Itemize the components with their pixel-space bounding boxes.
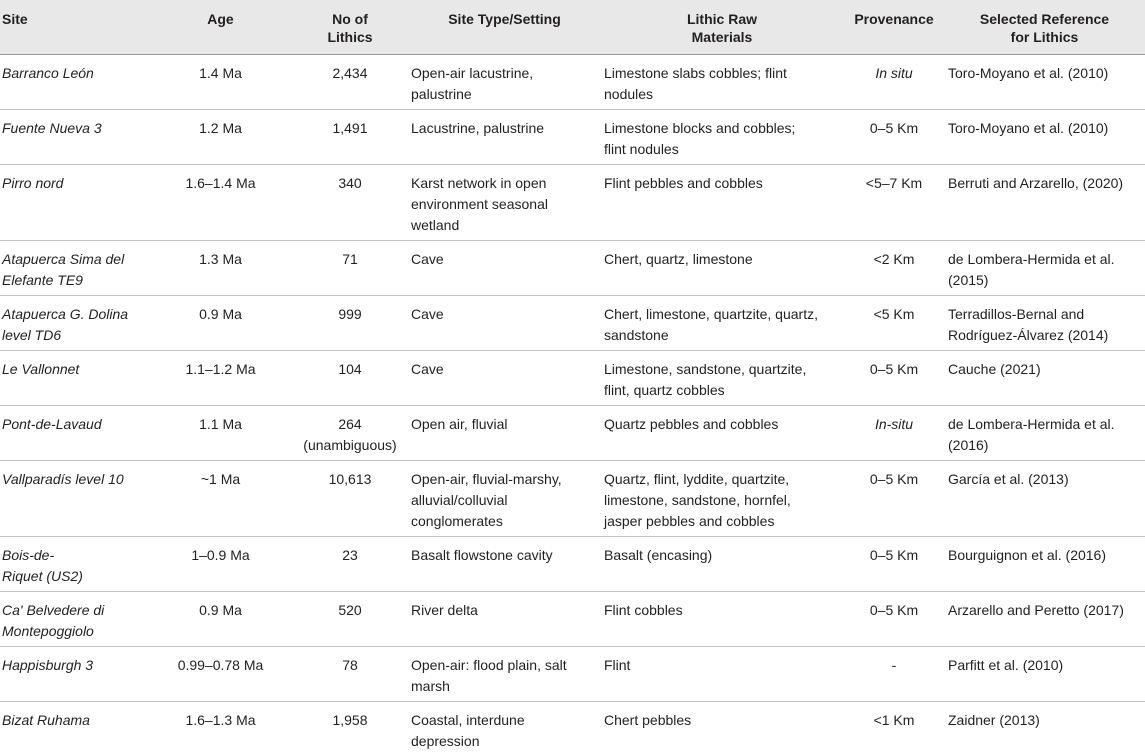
cell-raw-materials-line: Flint cobbles xyxy=(604,601,683,618)
cell-raw-materials-line: limestone, sandstone, hornfel, xyxy=(604,491,791,508)
cell-site-line: Happisburgh 3 xyxy=(2,656,94,673)
table-row xyxy=(0,54,1145,109)
table-row xyxy=(0,164,1145,240)
cell-raw-materials-line: Flint xyxy=(604,656,631,673)
table-row xyxy=(0,350,1145,405)
table-row xyxy=(0,591,1145,646)
cell-raw-materials-line: Basalt (encasing) xyxy=(604,546,713,563)
cell-site-type-line: environment seasonal xyxy=(411,195,548,212)
cell-site-type-line: Cave xyxy=(411,305,444,322)
cell-age: 1.1 Ma xyxy=(150,405,291,460)
cell-site xyxy=(0,591,150,646)
cell-site-type-line: Open-air, fluvial-marshy, xyxy=(411,470,562,487)
cell-site-type-line: Open air, fluvial xyxy=(411,415,508,432)
cell-reference xyxy=(944,536,1145,591)
cell-site-line: level TD6 xyxy=(2,326,62,343)
cell-site-line: Elefante TE9 xyxy=(2,271,83,288)
table-row xyxy=(0,701,1145,756)
cell-raw-materials xyxy=(600,460,844,536)
cell-site xyxy=(0,164,150,240)
cell-num-lithics-line: 104 xyxy=(338,360,362,377)
cell-age: 1.3 Ma xyxy=(150,240,291,295)
cell-num-lithics xyxy=(291,240,409,295)
cell-site-line: Bizat Ruhama xyxy=(2,711,90,728)
cell-num-lithics-line: 71 xyxy=(342,250,358,267)
cell-reference xyxy=(944,350,1145,405)
cell-num-lithics xyxy=(291,646,409,701)
cell-site xyxy=(0,701,150,756)
table-row xyxy=(0,240,1145,295)
cell-site-type xyxy=(409,164,600,240)
cell-raw-materials-line: Limestone slabs cobbles; flint xyxy=(604,64,787,81)
cell-site-type-line: depression xyxy=(411,732,480,749)
cell-age: 1.1–1.2 Ma xyxy=(150,350,291,405)
cell-provenance: - xyxy=(844,646,944,701)
cell-site-type xyxy=(409,591,600,646)
cell-age: 1–0.9 Ma xyxy=(150,536,291,591)
cell-num-lithics-line: 1,958 xyxy=(332,711,368,728)
cell-raw-materials xyxy=(600,701,844,756)
cell-provenance: 0–5 Km xyxy=(844,460,944,536)
cell-raw-materials xyxy=(600,240,844,295)
cell-site xyxy=(0,536,150,591)
header-provenance: Provenance xyxy=(844,0,944,54)
cell-site-type-line: alluvial/colluvial xyxy=(411,491,508,508)
cell-site-line: Riquet (US2) xyxy=(2,567,83,584)
cell-reference-line: (2015) xyxy=(948,271,989,288)
cell-reference xyxy=(944,646,1145,701)
table-row xyxy=(0,109,1145,164)
cell-raw-materials-line: jasper pebbles and cobbles xyxy=(604,512,775,529)
cell-provenance: 0–5 Km xyxy=(844,591,944,646)
cell-provenance: In-situ xyxy=(844,405,944,460)
cell-age: 0.99–0.78 Ma xyxy=(150,646,291,701)
cell-site-line: Barranco León xyxy=(2,64,94,81)
table-row xyxy=(0,646,1145,701)
cell-site-type-line: Coastal, interdune xyxy=(411,711,525,728)
header-num-lithics: No of Lithics xyxy=(291,0,409,54)
cell-reference-line: Zaidner (2013) xyxy=(948,711,1040,728)
table-row xyxy=(0,536,1145,591)
cell-num-lithics-line: 1,491 xyxy=(332,119,368,136)
cell-site-type-line: Cave xyxy=(411,360,444,377)
cell-provenance: <5 Km xyxy=(844,295,944,350)
cell-site-type-line: Open-air lacustrine, xyxy=(411,64,534,81)
cell-provenance: 0–5 Km xyxy=(844,536,944,591)
cell-site-type-line: Lacustrine, palustrine xyxy=(411,119,545,136)
cell-site-type xyxy=(409,54,600,109)
cell-reference xyxy=(944,164,1145,240)
cell-site-type xyxy=(409,350,600,405)
cell-raw-materials-line: Chert, limestone, quartzite, quartz, xyxy=(604,305,818,322)
cell-site-type xyxy=(409,405,600,460)
cell-raw-materials-line: Limestone blocks and cobbles; xyxy=(604,119,796,136)
cell-raw-materials-line: Quartz, flint, lyddite, quartzite, xyxy=(604,470,790,487)
cell-reference-line: de Lombera-Hermida et al. xyxy=(948,250,1115,267)
cell-site-type-line: Cave xyxy=(411,250,444,267)
cell-site xyxy=(0,405,150,460)
cell-reference-line: de Lombera-Hermida et al. xyxy=(948,415,1115,432)
cell-reference-line: Parfitt et al. (2010) xyxy=(948,656,1064,673)
cell-num-lithics xyxy=(291,164,409,240)
cell-provenance: <1 Km xyxy=(873,711,915,728)
cell-reference xyxy=(944,54,1145,109)
cell-raw-materials xyxy=(600,295,844,350)
cell-site-line: Ca' Belvedere di xyxy=(2,601,105,618)
cell-reference-line: Rodríguez-Álvarez (2014) xyxy=(948,326,1109,343)
cell-site-type-line: wetland xyxy=(411,216,460,233)
cell-site-type-line: Karst network in open xyxy=(411,174,547,191)
cell-num-lithics xyxy=(291,350,409,405)
cell-site xyxy=(0,460,150,536)
cell-raw-materials xyxy=(600,536,844,591)
cell-reference xyxy=(944,109,1145,164)
cell-site-type xyxy=(409,109,600,164)
table-row xyxy=(0,460,1145,536)
cell-num-lithics xyxy=(291,460,409,536)
cell-num-lithics-line: 264 xyxy=(338,415,362,432)
cell-raw-materials xyxy=(600,591,844,646)
cell-site-type-line: River delta xyxy=(411,601,478,618)
cell-raw-materials-line: flint, quartz cobbles xyxy=(604,381,725,398)
cell-num-lithics xyxy=(291,295,409,350)
cell-num-lithics-line: (unambiguous) xyxy=(303,436,397,453)
cell-num-lithics-line: 340 xyxy=(338,174,362,191)
cell-raw-materials xyxy=(600,405,844,460)
cell-site xyxy=(0,240,150,295)
cell-reference-line: Terradillos-Bernal and xyxy=(948,305,1085,322)
cell-site xyxy=(0,54,150,109)
header-site-type: Site Type/Setting xyxy=(409,0,600,54)
cell-reference xyxy=(944,591,1145,646)
cell-age: ~1 Ma xyxy=(150,460,291,536)
cell-site-type-line: marsh xyxy=(411,677,450,694)
cell-num-lithics xyxy=(291,591,409,646)
cell-raw-materials-line: Flint pebbles and cobbles xyxy=(604,174,763,191)
cell-reference-line: Arzarello and Peretto (2017) xyxy=(948,601,1124,618)
cell-reference xyxy=(944,295,1145,350)
cell-raw-materials xyxy=(600,54,844,109)
cell-age: 0.9 Ma xyxy=(150,295,291,350)
cell-reference xyxy=(944,460,1145,536)
cell-site-type-line: Basalt flowstone cavity xyxy=(411,546,553,563)
cell-site-type-line: conglomerates xyxy=(411,512,503,529)
cell-num-lithics-line: 10,613 xyxy=(328,470,372,487)
cell-num-lithics-line: 999 xyxy=(338,305,362,322)
cell-provenance: <2 Km xyxy=(844,240,944,295)
cell-raw-materials-line: flint nodules xyxy=(604,140,679,157)
cell-raw-materials-line: Chert pebbles xyxy=(604,711,692,728)
cell-site-type xyxy=(409,240,600,295)
cell-site xyxy=(0,295,150,350)
cell-provenance: 0–5 Km xyxy=(844,109,944,164)
cell-reference-line: (2016) xyxy=(948,436,989,453)
cell-site-line: Atapuerca Sima del xyxy=(2,250,125,267)
cell-raw-materials xyxy=(600,109,844,164)
cell-age: 1.4 Ma xyxy=(150,54,291,109)
cell-reference-line: Bourguignon et al. (2016) xyxy=(948,546,1106,563)
cell-age: 1.6–1.3 Ma xyxy=(185,711,256,728)
cell-raw-materials-line: nodules xyxy=(604,85,654,102)
cell-raw-materials-line: Limestone, sandstone, quartzite, xyxy=(604,360,807,377)
cell-num-lithics-line: 23 xyxy=(342,546,358,563)
cell-reference-line: Cauche (2021) xyxy=(948,360,1041,377)
cell-site-type xyxy=(409,701,600,756)
cell-reference xyxy=(944,701,1145,756)
cell-reference xyxy=(944,240,1145,295)
cell-site-line: Vallparadís level 10 xyxy=(2,470,124,487)
cell-age: 0.9 Ma xyxy=(150,591,291,646)
cell-site-type xyxy=(409,460,600,536)
cell-provenance: In situ xyxy=(844,54,944,109)
cell-provenance: <5–7 Km xyxy=(844,164,944,240)
cell-site-line: Pont-de-Lavaud xyxy=(2,415,102,432)
cell-num-lithics-line: 2,434 xyxy=(332,64,368,81)
header-raw-materials: Lithic Raw Materials xyxy=(600,0,844,54)
table-header-row xyxy=(0,0,1145,54)
cell-reference-line: Toro-Moyano et al. (2010) xyxy=(948,64,1109,81)
cell-raw-materials-line: sandstone xyxy=(604,326,669,343)
cell-site-line: Pirro nord xyxy=(2,174,64,191)
cell-site-line: Bois-de- xyxy=(2,546,55,563)
cell-num-lithics-line: 78 xyxy=(342,656,358,673)
cell-raw-materials-line: Chert, quartz, limestone xyxy=(604,250,753,267)
header-site: Site xyxy=(0,0,150,54)
cell-raw-materials xyxy=(600,646,844,701)
cell-site-type-line: Open-air: flood plain, salt xyxy=(411,656,567,673)
cell-site xyxy=(0,646,150,701)
cell-age: 1.2 Ma xyxy=(150,109,291,164)
cell-reference-line: Berruti and Arzarello, (2020) xyxy=(948,174,1124,191)
cell-site-line: Atapuerca G. Dolina xyxy=(2,305,129,322)
cell-num-lithics xyxy=(291,405,409,460)
table-row xyxy=(0,405,1145,460)
cell-raw-materials xyxy=(600,350,844,405)
cell-site xyxy=(0,350,150,405)
header-age: Age xyxy=(150,0,291,54)
cell-reference-line: Toro-Moyano et al. (2010) xyxy=(948,119,1109,136)
cell-age: 1.6–1.4 Ma xyxy=(150,164,291,240)
cell-site-type xyxy=(409,536,600,591)
cell-site-line: Fuente Nueva 3 xyxy=(2,119,102,136)
cell-site xyxy=(0,109,150,164)
cell-site-type xyxy=(409,295,600,350)
cell-num-lithics xyxy=(291,109,409,164)
cell-site-line: Montepoggiolo xyxy=(2,622,94,639)
cell-num-lithics-line: 520 xyxy=(338,601,362,618)
cell-site-type-line: palustrine xyxy=(411,85,472,102)
cell-num-lithics xyxy=(291,54,409,109)
cell-num-lithics xyxy=(291,536,409,591)
cell-reference xyxy=(944,405,1145,460)
header-reference: Selected Reference for Lithics xyxy=(944,0,1145,54)
cell-site-type xyxy=(409,646,600,701)
cell-raw-materials xyxy=(600,164,844,240)
table-row xyxy=(0,295,1145,350)
cell-site-line: Le Vallonnet xyxy=(2,360,80,377)
cell-raw-materials-line: Quartz pebbles and cobbles xyxy=(604,415,779,432)
cell-num-lithics xyxy=(291,701,409,756)
cell-reference-line: García et al. (2013) xyxy=(948,470,1069,487)
cell-provenance: 0–5 Km xyxy=(844,350,944,405)
